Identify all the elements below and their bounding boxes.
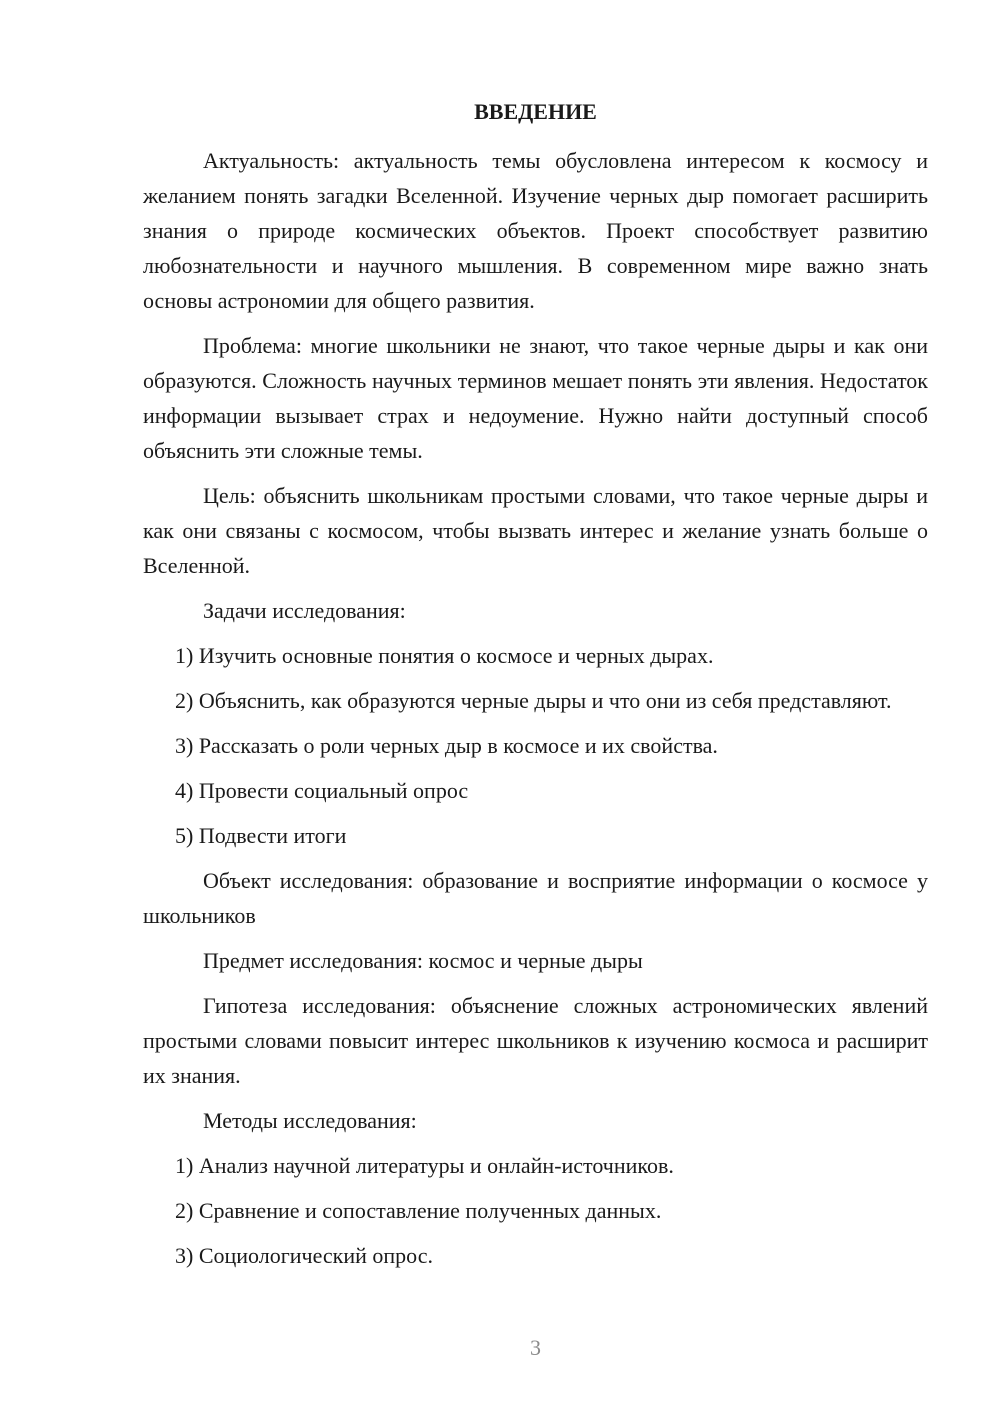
paragraph-relevance: Актуальность: актуальность темы обусловлена интересом к космосу и желанием понять загадки Вселенной. Изучение черных дыр помогает расширить знания о природе космических объектов. Проект способствует развитию любознательности и научного мышления. В современном мире важно знать основы астрономии для общего развития.: [143, 148, 928, 313]
page-title: ВВЕДЕНИЕ: [474, 99, 597, 124]
task-item: 1) Изучить основные понятия о космосе и черных дырах.: [175, 643, 714, 668]
page-number: 3: [530, 1335, 541, 1360]
method-item: 1) Анализ научной литературы и онлайн-источников.: [175, 1153, 674, 1178]
task-item: 2) Объяснить, как образуются черные дыры и что они из себя представляют.: [175, 688, 892, 713]
method-item: 2) Сравнение и сопоставление полученных данных.: [175, 1198, 662, 1223]
paragraph-problem: Проблема: многие школьники не знают, что такое черные дыры и как они образуются. Сложность научных терминов мешает понять эти явления. Недостаток информации вызывает страх и недоумение. Нужно найти доступный способ объяснить эти сложные темы.: [143, 333, 928, 463]
tasks-heading: Задачи исследования:: [203, 598, 406, 623]
paragraph-object: Объект исследования: образование и восприятие информации о космосе у школьников: [143, 868, 928, 928]
methods-heading: Методы исследования:: [203, 1108, 417, 1133]
task-item: 3) Рассказать о роли черных дыр в космосе и их свойства.: [175, 733, 718, 758]
paragraph-hypothesis: Гипотеза исследования: объяснение сложных астрономических явлений простыми словами повысит интерес школьников к изучению космоса и расширит их знания.: [143, 993, 928, 1088]
method-item: 3) Социологический опрос.: [175, 1243, 433, 1268]
paragraph-subject: Предмет исследования: космос и черные дыры: [203, 948, 643, 973]
paragraph-goal: Цель: объяснить школьникам простыми словами, что такое черные дыры и как они связаны с космосом, чтобы вызвать интерес и желание узнать больше о Вселенной.: [143, 483, 928, 578]
document-body: [143, 143, 928, 1283]
task-item: 4) Провести социальный опрос: [175, 778, 469, 803]
document-page: [143, 0, 928, 1414]
task-item: 5) Подвести итоги: [175, 823, 347, 848]
